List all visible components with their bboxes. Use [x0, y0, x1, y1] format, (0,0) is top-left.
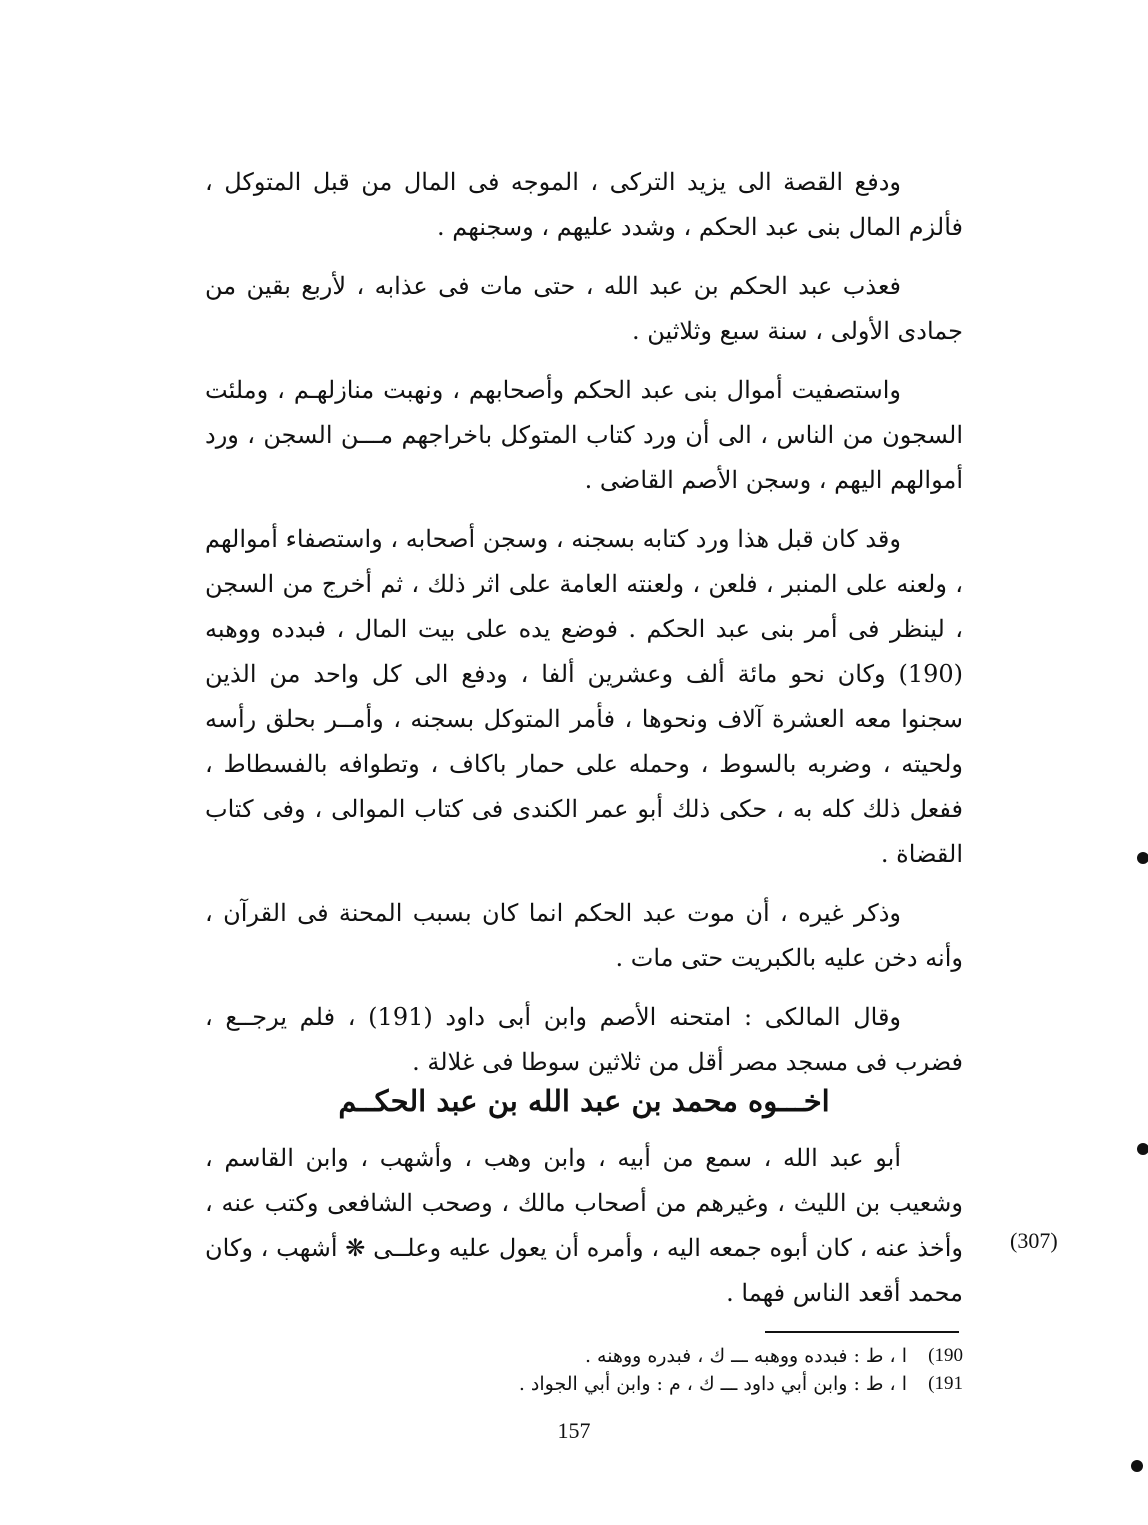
footnote-number: (191: [928, 1373, 963, 1394]
paragraph: ودفع القصة الى يزيد التركى ، الموجه فى المال من قبل المتوكل ، فألزم المال بنى عبد الحكم ، وشدد عليهم ، وسجنهم .: [205, 168, 963, 241]
paragraph: وقال المالكى : امتحنه الأصم وابن أبى داود (191) ، فلم يرجــع ، فضرب فى مسجد مصر أقل من ثلاثين سوطا فى غلالة .: [205, 1003, 963, 1076]
footnote-separator: [765, 1331, 959, 1333]
paragraph: فعذب عبد الحكم بن عبد الله ، حتى مات فى عذابه ، لأربع بقين من جمادى الأولى ، سنة سبع وثلاثين .: [205, 272, 963, 345]
footnote: [205, 1370, 963, 1398]
paragraph: وقد كان قبل هذا ورد كتابه بسجنه ، وسجن أصحابه ، واستصفاء أموالهم ، ولعنه على المنبر ، فلعن ، ولعنته العامة على اثر ذلك ، ثم أخرج من السجن ، لينظر فى أمر بنى عبد الحكم . فوضع يده على بيت المال ، فبدده ووهبه (190) وكان نحو مائة ألف وعشرين ألفا ، ودفع الى كل واحد من الذين سجنوا معه العشرة آلاف ونحوها ، فأمر المتوكل بسجنه ، وأمــر بحلق رأسه ولحيته ، وضربه بالسوط ، وحمله على حمار باكاف ، وتطوافه بالفسطاط ، ففعل ذلك كله به ، حكى ذلك أبو عمر الكندى فى كتاب الموالى ، وفى كتاب القضاة .: [205, 525, 963, 868]
footnotes: [205, 1342, 963, 1398]
paragraph: أبو عبد الله ، سمع من أبيه ، وابن وهب ، وأشهب ، وابن القاسم ، وشعيب بن الليث ، وغيرهم من أصحاب مالك ، وصحب الشافعى وكتب عنه ، وأخذ عنه ، كان أبوه جمعه اليه ، وأمره أن يعول عليه وعلــى ❋ أشهب ، وكان محمد أقعد الناس فهما .: [205, 1144, 963, 1307]
paragraph: وذكر غيره ، أن موت عبد الحكم انما كان بسبب المحنة فى القرآن ، وأنه دخن عليه بالكبريت حتى مات .: [205, 899, 963, 972]
footnote-text: ا ، ط : وابن أبي داود ـــ ك ، م : وابن أبي الجواد .: [518, 1373, 907, 1395]
margin-reference-number: (307): [1010, 1228, 1058, 1253]
page-number: 157: [557, 1418, 591, 1443]
biography-text-section: [205, 1136, 963, 1330]
binding-hole-mark: [1131, 1460, 1143, 1472]
binding-hole-mark: [1137, 852, 1148, 864]
section-heading: اخـــوه محمد بن عبد الله بن عبد الحكــم: [338, 1084, 830, 1118]
paragraph: واستصفيت أموال بنى عبد الحكم وأصحابهم ، ونهبت منازلهـم ، وملئت السجون من الناس ، الى أن ورد كتاب المتوكل باخراجهم مـــن السجن ، ورد أموالهم اليهم ، وسجن الأصم القاضى .: [205, 376, 963, 494]
footnote-text: ا ، ط : فبدده ووهبه ـــ ك ، فبدره ووهنه .: [584, 1345, 907, 1367]
footnote: [205, 1342, 963, 1370]
binding-hole-mark: [1137, 1143, 1148, 1155]
main-text-section: [205, 160, 963, 1099]
footnote-number: (190: [928, 1345, 963, 1366]
